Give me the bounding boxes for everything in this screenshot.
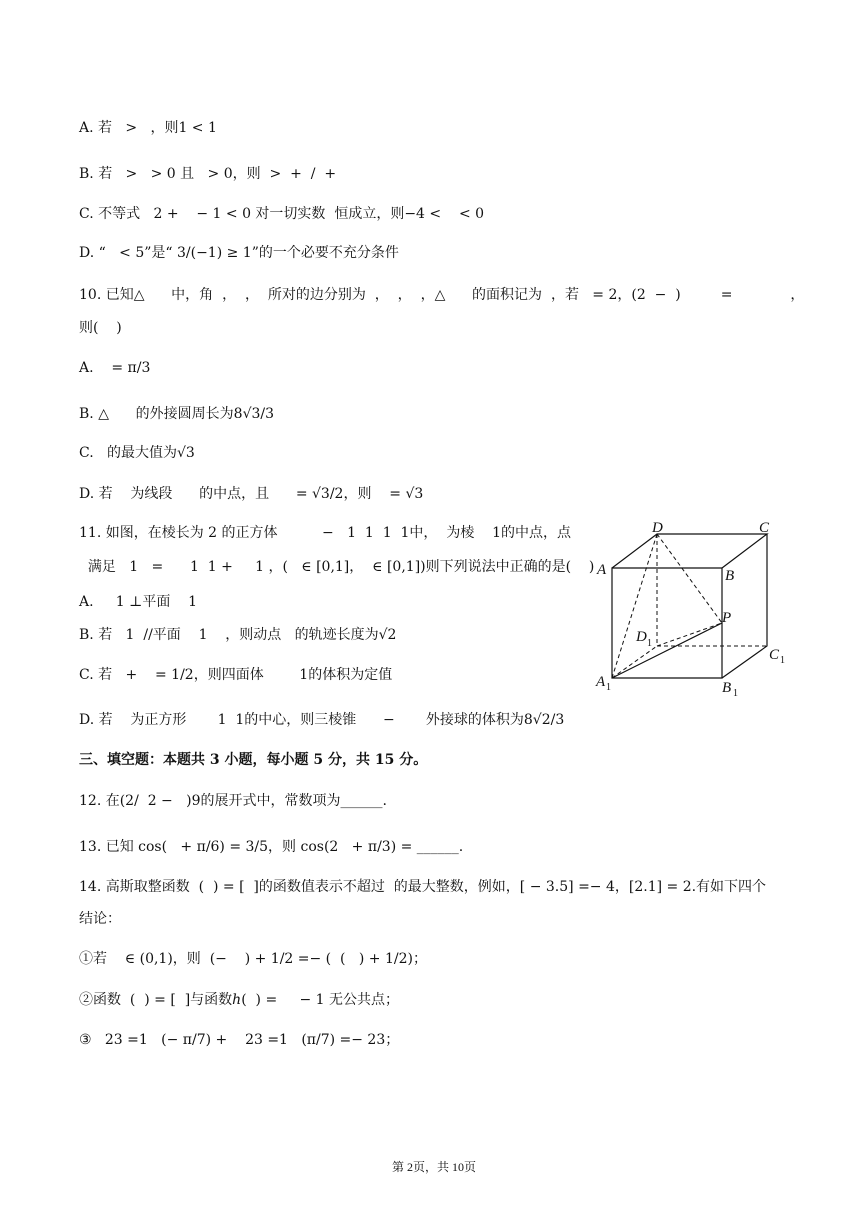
segment-a1p (612, 623, 722, 678)
q14-stem: 14. 高斯取整函数 ( ) = [ ]的函数值表示不超过 的最大整数，例如，[ − 3.5] =− 4，[2.1] = 2.有如下四个 (79, 879, 767, 895)
q10-option-d: D. 若 为线段 的中点，且 = √3/2，则 = √3 (79, 486, 424, 502)
label-a1: A (596, 674, 606, 690)
label-c: C (759, 522, 770, 536)
label-c1: C (769, 647, 780, 663)
q10-option-c: C. 的最大值为√3 (79, 445, 195, 461)
q10-option-a: A. = π/3 (79, 360, 151, 376)
q13: 13. 已知 cos( + π/6) = 3/5，则 cos(2 + π/3) = ______. (79, 839, 464, 855)
q9-option-c: C. 不等式 2 + − 1 < 0 对一切实数 恒成立，则−4 < < 0 (79, 206, 485, 222)
label-b: B (725, 568, 735, 584)
cube-front-face (612, 568, 722, 678)
cube-right-edges (722, 534, 767, 678)
q12: 12. 在(2/ 2 − )9的展开式中，常数项为______. (79, 793, 387, 809)
q10-stem-cont: 则( ) (79, 320, 122, 336)
q14-conclusion-2: ②函数 ( ) = [ ]与函数ℎ( ) = − 1 无公共点； (79, 992, 399, 1008)
q10-stem: 10. 已知△ 中，角 ， ， 所对的边分别为 ， ， ，△ 的面积记为 ，若 = 2，(2 − ) = ， (79, 287, 805, 303)
q9-option-b: B. 若 > > 0 且 > 0，则 > + / + (79, 166, 337, 182)
q14-conclusion-3: ③ 23 =1 (− π/7) + 23 =1 (π/7) =− 23； (79, 1032, 400, 1048)
q11-option-b: B. 若 1 //平面 1 ，则动点 的轨迹长度为√2 (79, 627, 397, 643)
cube-top-edges (612, 534, 767, 568)
segment-dp (657, 534, 722, 623)
label-c1-sub: 1 (780, 655, 785, 666)
q9-option-d: D. “ < 5”是“ 3/(−1) ≥ 1”的一个必要不充分条件 (79, 245, 399, 261)
q10-option-b: B. △ 的外接圆周长为8√3/3 (79, 406, 275, 422)
q14-stem-cont: 结论： (79, 911, 121, 927)
q11-option-c: C. 若 + = 1/2，则四面体 1的体积为定值 (79, 667, 393, 683)
label-b1-sub: 1 (733, 688, 738, 699)
q11-option-d: D. 若 为正方形 1 1的中心，则三棱锥 − 外接球的体积为8√2/3 (79, 712, 565, 728)
segment-d1p (657, 623, 722, 646)
section-3-heading: 三、填空题：本题共 3 小题，每小题 5 分，共 15 分。 (79, 752, 428, 768)
q9-option-a: A. 若 > ，则1 < 1 (79, 120, 217, 136)
label-b1: B (722, 680, 732, 696)
label-p: P (722, 610, 732, 626)
label-d: D (652, 522, 663, 536)
q14-conclusion-1: ①若 ∈ (0,1)，则 (− ) + 1/2 =− ( ( ) + 1/2)； (79, 951, 427, 967)
label-d1: D (636, 629, 647, 645)
hidden-edge-a1d1 (612, 646, 657, 678)
label-a1-sub: 1 (606, 682, 611, 693)
q11-option-a: A. 1 ⊥平面 1 (79, 594, 198, 610)
segment-da1 (612, 534, 657, 678)
cube-figure (592, 522, 792, 702)
label-a: A (597, 562, 607, 578)
q11-stem: 11. 如图，在棱长为 2 的正方体 − 1 1 1 1中， 为棱 1的中点，点 (79, 525, 572, 541)
label-d1-sub: 1 (647, 638, 652, 649)
q11-stem-cont: 满足 1 = 1 1 + 1 ，( ∈ [0,1]， ∈ [0,1])则下列说法中正确的是( ) (79, 559, 595, 575)
page-footer: 第 2页，共 10页 (391, 1160, 476, 1174)
